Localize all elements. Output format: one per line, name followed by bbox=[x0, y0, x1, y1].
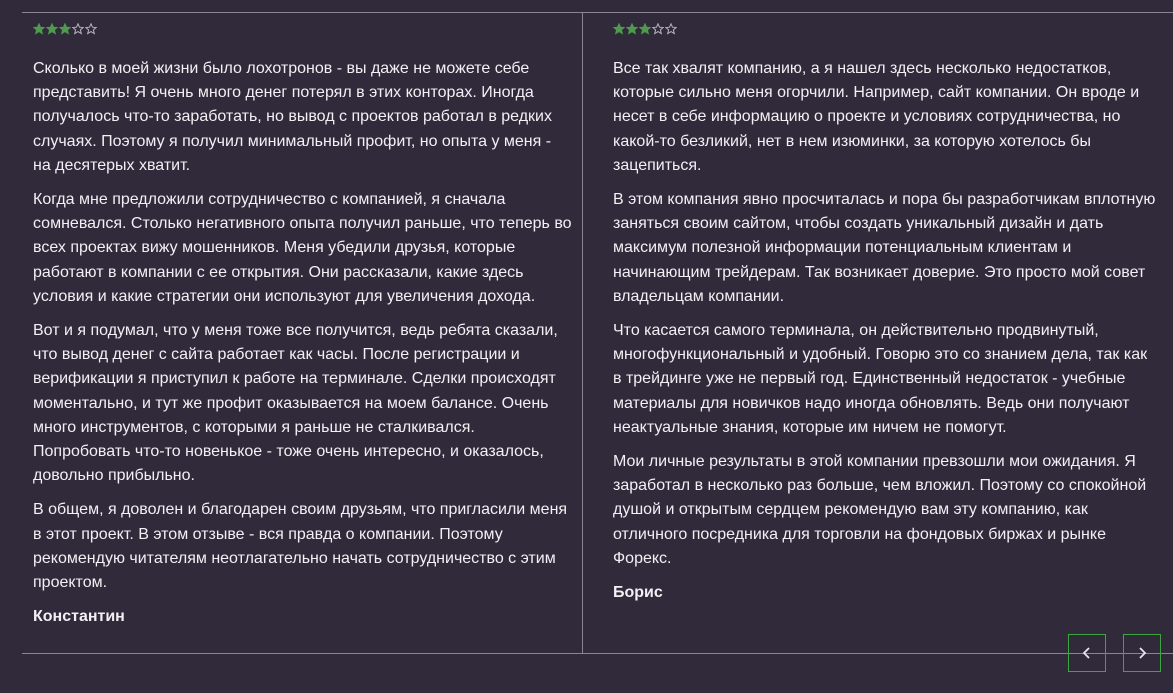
star-filled-icon bbox=[626, 23, 638, 35]
review-card bbox=[22, 13, 583, 653]
star-rating bbox=[613, 23, 1173, 37]
chevron-right-icon bbox=[1134, 645, 1150, 661]
review-paragraph: Когда мне предложили сотрудничество с компанией, я сначала сомневался. Столько негативного опыта получил раньше, что теперь во всех проектах вижу мошенников. Меня убедили друзья, которые работают в компании с ее открытия. Они рассказали, какие здесь условия и какие стратегии они используют для увеличения дохода. bbox=[33, 191, 572, 305]
reviews-carousel bbox=[22, 12, 1173, 654]
review-paragraph: Все так хвалят компанию, а я нашел здесь несколько недостатков, которые сильно меня огорчили. Например, сайт компании. Он вроде и несет в себе информацию о проекте и условиях сотрудничества, но какой-то безликий, нет в нем изюминки, за которую хотелось бы зацепиться. bbox=[613, 60, 1140, 174]
review-paragraph: Что касается самого терминала, он действительно продвинутый, многофункциональный и удобный. Говорю это со знанием дела, так как в трейдинге уже не первый год. Единственный недостаток - учебные материалы для новичков надо иногда обновлять. Ведь они получают неактуальные знания, которые им ничем не помогут. bbox=[613, 322, 1148, 436]
star-filled-icon bbox=[59, 23, 71, 35]
review-paragraph: В общем, я доволен и благодарен своим друзьям, что пригласили меня в этот проект. В этом отзыве - вся правда о компании. Поэтому рекомендую читателям неотлагательно начать сотрудничество с этим проектом. bbox=[33, 501, 568, 592]
star-filled-icon bbox=[639, 23, 651, 35]
carousel-prev-button[interactable] bbox=[1068, 634, 1106, 672]
star-filled-icon bbox=[33, 23, 45, 35]
review-card bbox=[583, 13, 1173, 653]
review-paragraph: Сколько в моей жизни было лохотронов - вы даже не можете себе представить! Я очень много денег потерял в этих конторах. Иногда получалось что-то заработать, но вывод с проектов работал в редких случаях. Поэтому я получил минимальный профит, но опыта у меня - на десятерых хватит. bbox=[33, 60, 552, 174]
star-filled-icon bbox=[613, 23, 625, 35]
carousel-next-button[interactable] bbox=[1123, 634, 1161, 672]
star-empty-icon bbox=[85, 23, 97, 35]
star-rating bbox=[33, 23, 582, 37]
review-author: Константин bbox=[33, 608, 125, 626]
star-empty-icon bbox=[665, 23, 677, 35]
star-filled-icon bbox=[46, 23, 58, 35]
review-paragraph: Вот и я подумал, что у меня тоже все получится, ведь ребята сказали, что вывод денег с сайта работает как часы. После регистрации и верификации я приступил к работе на терминале. Сделки происходят моментально, и тут же профит оказывается на моем балансе. Очень много инструментов, с которыми я раньше не сталкивался. Попробовать что-то новенькое - тоже очень интересно, и оказалось, довольно прибыльно. bbox=[33, 322, 558, 485]
star-empty-icon bbox=[72, 23, 84, 35]
review-paragraph: В этом компания явно просчиталась и пора бы разработчикам вплотную заняться своим сайтом, чтобы создать уникальный дизайн и дать максимум полезной информации потенциальным клиентам и начинающим трейдерам. Так возникает доверие. Это просто мой совет владельцам компании. bbox=[613, 191, 1156, 305]
review-paragraph: Мои личные результаты в этой компании превзошли мои ожидания. Я заработал в несколько раз больше, чем вложил. Поэтому со спокойной душой и открытым сердцем рекомендую вам эту компанию, как отличного посредника для торговли на фондовых биржах и рынке Форекс. bbox=[613, 453, 1147, 567]
review-author: Борис bbox=[613, 584, 663, 602]
chevron-left-icon bbox=[1079, 645, 1095, 661]
star-empty-icon bbox=[652, 23, 664, 35]
